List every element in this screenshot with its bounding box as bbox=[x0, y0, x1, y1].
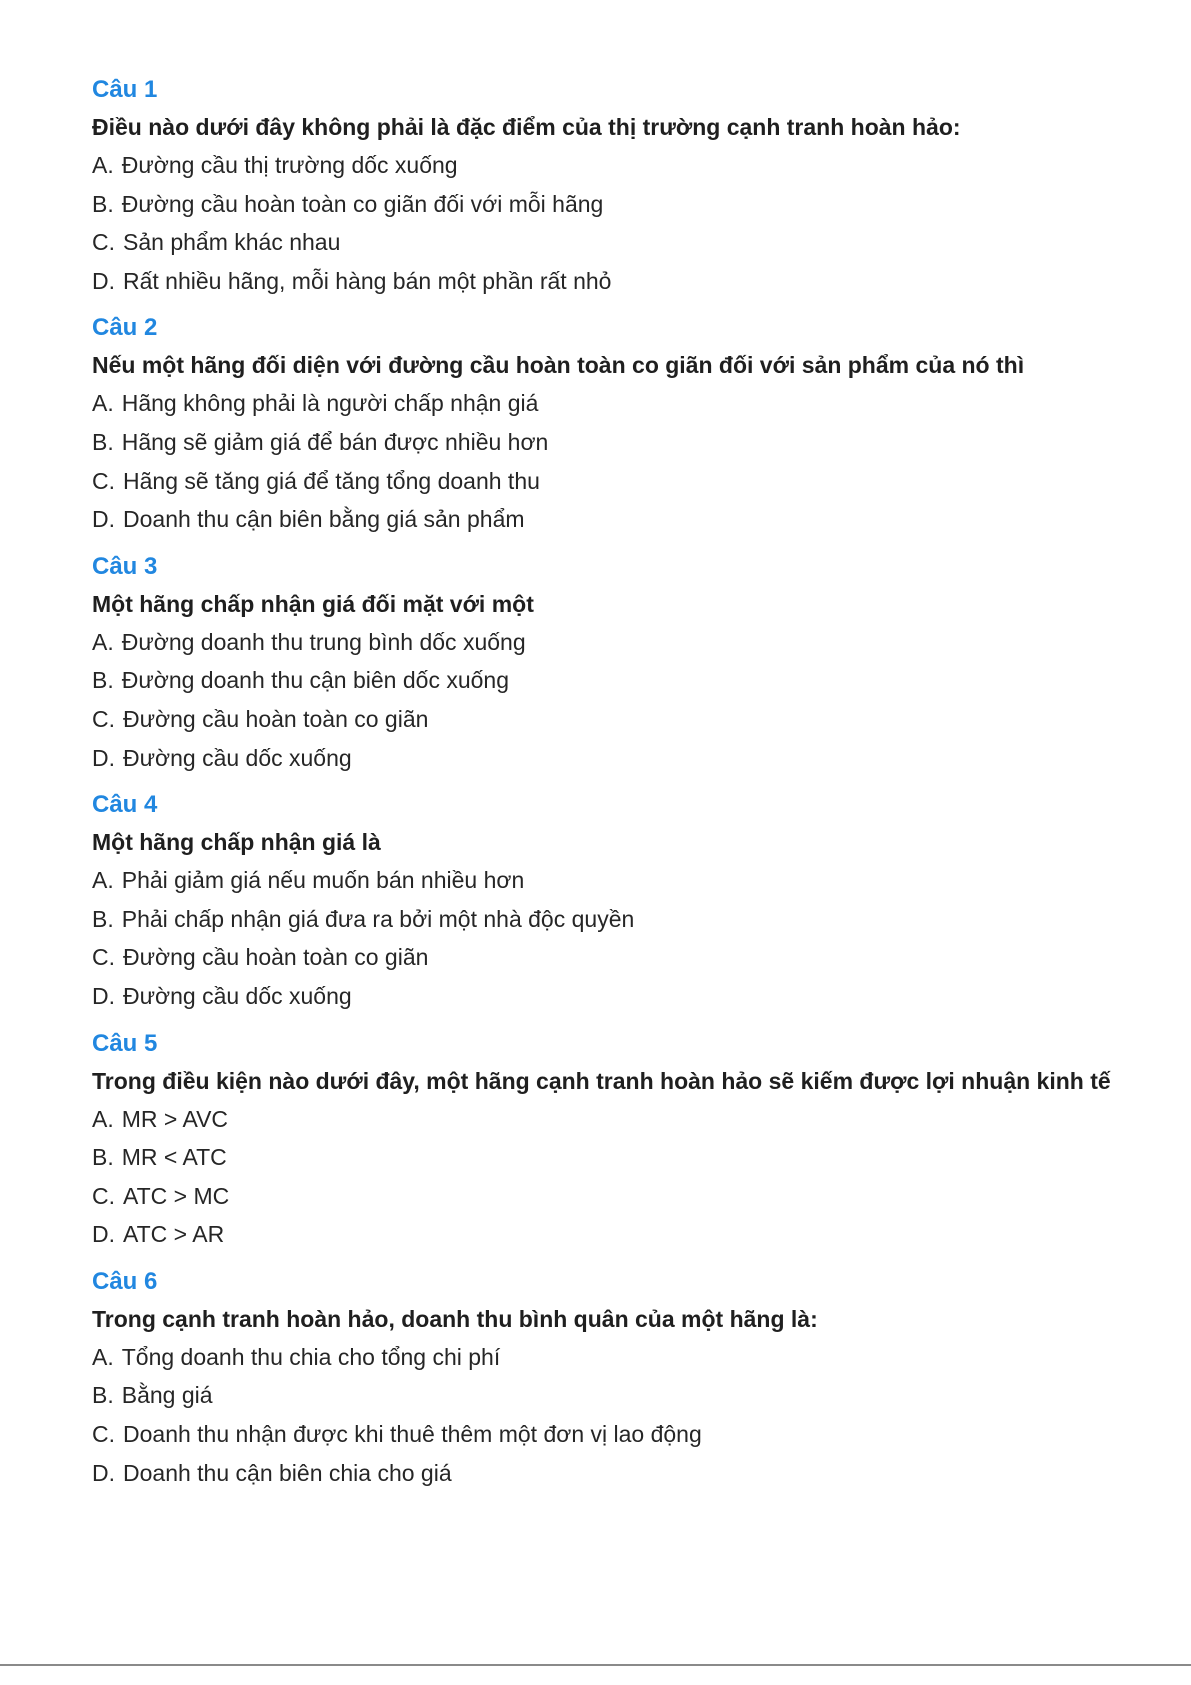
option-letter: B. bbox=[92, 667, 114, 694]
option-a bbox=[92, 1338, 1112, 1377]
option-list bbox=[92, 861, 1112, 1015]
option-text: Doanh thu cận biên chia cho giá bbox=[123, 1459, 452, 1486]
option-text: MR < ATC bbox=[121, 1144, 227, 1171]
question-6 bbox=[92, 1264, 1112, 1492]
question-text: Một hãng chấp nhận giá đối mặt với một bbox=[92, 590, 534, 617]
option-b bbox=[92, 1376, 1112, 1415]
option-letter: D. bbox=[92, 982, 115, 1009]
option-text: Tổng doanh thu chia cho tổng chi phí bbox=[121, 1343, 501, 1370]
question-text: Nếu một hãng đối diện với đường cầu hoàn toàn co giãn đối với sản phẩm của nó thì bbox=[92, 352, 1025, 379]
option-a bbox=[92, 384, 1112, 423]
option-letter: A. bbox=[92, 152, 114, 178]
question-4 bbox=[92, 787, 1112, 1015]
option-b bbox=[92, 1138, 1112, 1177]
option-text: Đường cầu thị trường dốc xuống bbox=[121, 152, 458, 178]
option-text: Đường cầu dốc xuống bbox=[123, 744, 352, 771]
option-letter: A. bbox=[92, 1343, 114, 1370]
option-letter: D. bbox=[92, 1459, 115, 1486]
option-text: Đường cầu hoàn toàn co giãn bbox=[123, 705, 429, 732]
option-a bbox=[92, 623, 1112, 662]
option-letter: C. bbox=[92, 1421, 115, 1448]
option-text: Doanh thu cận biên bằng giá sản phẩm bbox=[123, 506, 525, 533]
option-c bbox=[92, 223, 1112, 262]
option-letter: D. bbox=[92, 1221, 115, 1248]
option-d bbox=[92, 500, 1112, 539]
option-d bbox=[92, 977, 1112, 1016]
option-letter: D. bbox=[92, 744, 115, 771]
option-letter: A. bbox=[92, 867, 114, 894]
option-text: Hãng sẽ giảm giá để bán được nhiều hơn bbox=[121, 428, 549, 455]
option-text: Sản phẩm khác nhau bbox=[123, 229, 341, 256]
option-a bbox=[92, 146, 1112, 185]
option-letter: A. bbox=[92, 1105, 114, 1132]
question-number: Câu 1 bbox=[92, 76, 158, 103]
option-a bbox=[92, 861, 1112, 900]
option-d bbox=[92, 262, 1112, 301]
question-text: Trong điều kiện nào dưới đây, một hãng cạnh tranh hoàn hảo sẽ kiếm được lợi nhuận kinh tế bbox=[92, 1067, 1111, 1094]
option-letter: B. bbox=[92, 1382, 114, 1409]
option-c bbox=[92, 938, 1112, 977]
option-letter: C. bbox=[92, 944, 115, 971]
question-5 bbox=[92, 1026, 1112, 1254]
option-text: Bằng giá bbox=[121, 1382, 213, 1409]
option-letter: A. bbox=[92, 628, 114, 655]
option-letter: C. bbox=[92, 705, 115, 732]
question-2 bbox=[92, 310, 1112, 538]
option-d bbox=[92, 739, 1112, 778]
option-c bbox=[92, 1177, 1112, 1216]
option-text: Phải giảm giá nếu muốn bán nhiều hơn bbox=[121, 867, 525, 894]
option-letter: D. bbox=[92, 267, 115, 294]
option-b bbox=[92, 423, 1112, 462]
option-list bbox=[92, 1100, 1112, 1254]
option-letter: B. bbox=[92, 1144, 114, 1171]
option-list bbox=[92, 146, 1112, 300]
option-letter: B. bbox=[92, 190, 114, 217]
option-letter: A. bbox=[92, 390, 114, 417]
question-number: Câu 5 bbox=[92, 1029, 158, 1057]
option-text: Hãng không phải là người chấp nhận giá bbox=[121, 390, 539, 417]
option-c bbox=[92, 1415, 1112, 1454]
option-text: ATC > MC bbox=[123, 1182, 230, 1209]
question-list bbox=[92, 72, 1112, 1502]
option-d bbox=[92, 1454, 1112, 1493]
option-text: Hãng sẽ tăng giá để tăng tổng doanh thu bbox=[123, 467, 540, 494]
option-text: Đường cầu hoàn toàn co giãn bbox=[123, 944, 429, 971]
question-number: Câu 4 bbox=[92, 791, 158, 819]
option-c bbox=[92, 700, 1112, 739]
option-b bbox=[92, 661, 1112, 700]
option-c bbox=[92, 462, 1112, 501]
option-text: Phải chấp nhận giá đưa ra bởi một nhà độc quyền bbox=[121, 905, 635, 932]
question-number: Câu 6 bbox=[92, 1267, 158, 1295]
option-text: Đường cầu hoàn toàn co giãn đối với mỗi hãng bbox=[121, 190, 604, 217]
option-text: ATC > AR bbox=[123, 1221, 225, 1248]
option-b bbox=[92, 900, 1112, 939]
option-list bbox=[92, 1338, 1112, 1492]
option-list bbox=[92, 623, 1112, 777]
question-1 bbox=[92, 72, 1112, 300]
option-text: MR > AVC bbox=[121, 1105, 229, 1132]
option-text: Đường cầu dốc xuống bbox=[123, 982, 352, 1009]
page-bottom-margin bbox=[0, 1666, 1191, 1685]
question-number: Câu 2 bbox=[92, 314, 158, 342]
option-letter: C. bbox=[92, 1182, 115, 1209]
question-number: Câu 3 bbox=[92, 552, 158, 580]
option-d bbox=[92, 1215, 1112, 1254]
option-list bbox=[92, 384, 1112, 538]
option-letter: C. bbox=[92, 467, 115, 494]
option-letter: B. bbox=[92, 905, 114, 932]
question-3 bbox=[92, 549, 1112, 777]
option-text: Đường doanh thu trung bình dốc xuống bbox=[121, 628, 526, 655]
question-text: Trong cạnh tranh hoàn hảo, doanh thu bình quân của một hãng là: bbox=[92, 1305, 818, 1332]
option-text: Doanh thu nhận được khi thuê thêm một đơn vị lao động bbox=[123, 1421, 702, 1448]
option-letter: D. bbox=[92, 506, 115, 533]
option-text: Rất nhiều hãng, mỗi hàng bán một phần rất nhỏ bbox=[123, 267, 612, 294]
option-a bbox=[92, 1100, 1112, 1139]
question-text: Điều nào dưới đây không phải là đặc điểm của thị trường cạnh tranh hoàn hảo: bbox=[92, 114, 961, 140]
option-b bbox=[92, 185, 1112, 224]
option-letter: C. bbox=[92, 229, 115, 256]
question-text: Một hãng chấp nhận giá là bbox=[92, 829, 381, 856]
option-text: Đường doanh thu cận biên dốc xuống bbox=[121, 667, 509, 694]
option-letter: B. bbox=[92, 428, 114, 455]
